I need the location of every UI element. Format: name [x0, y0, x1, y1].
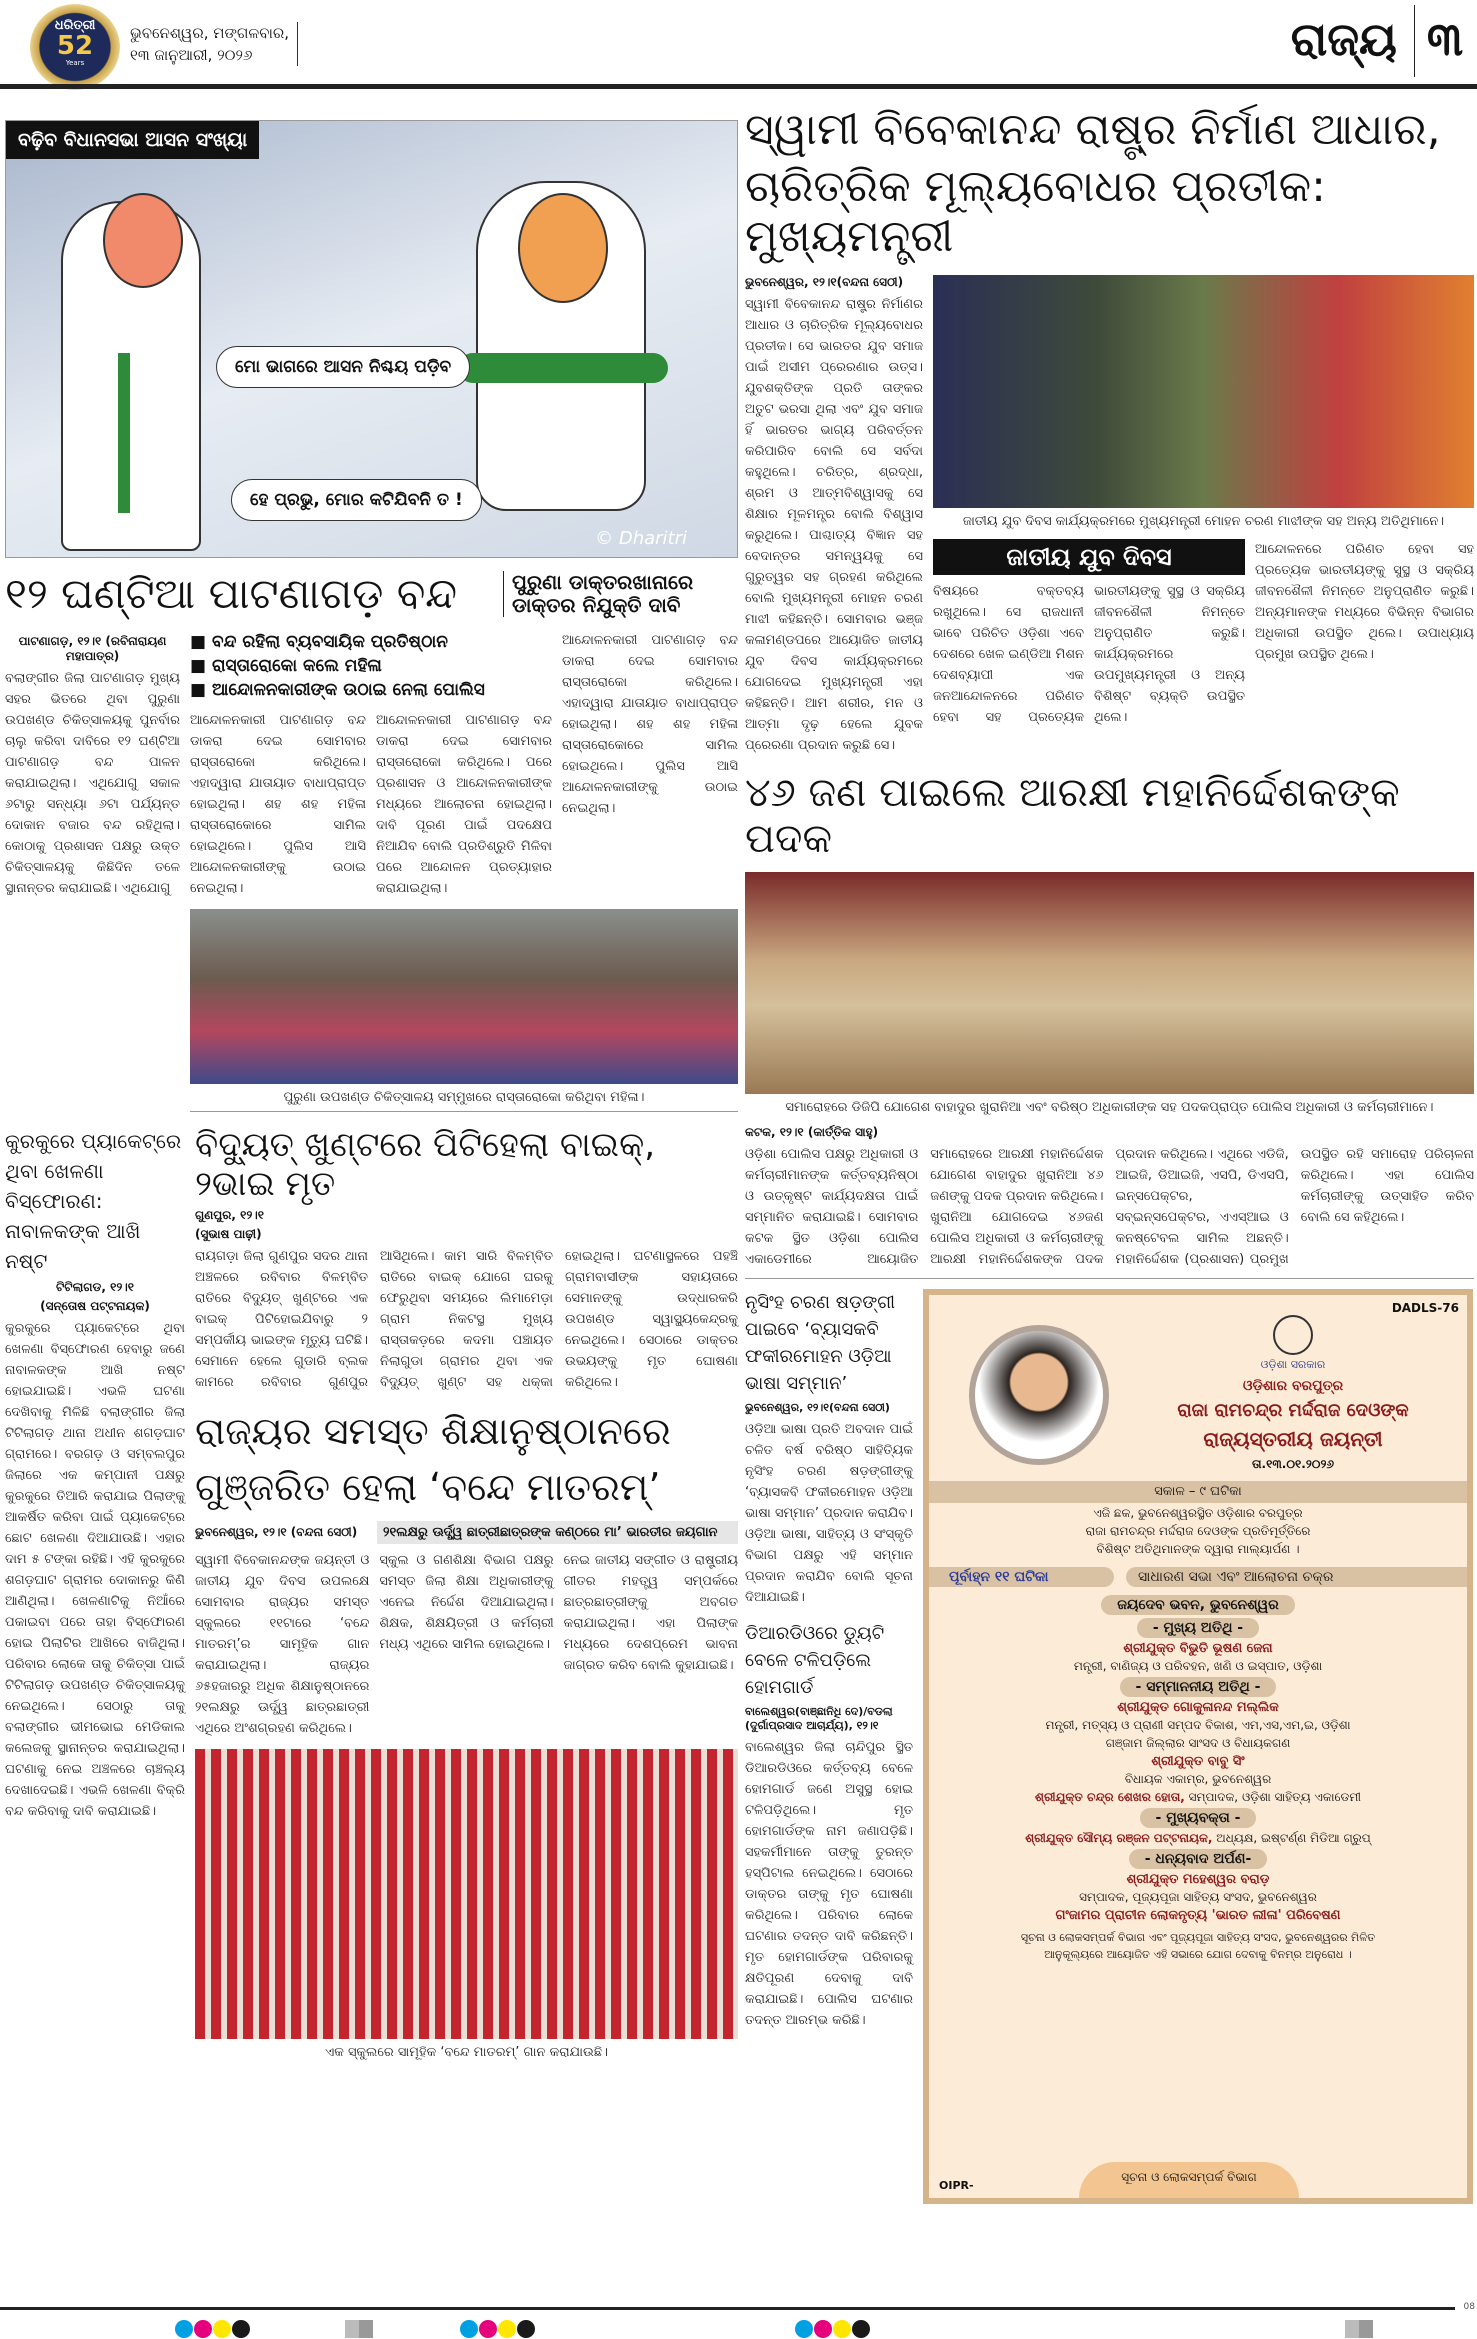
short-stories: [745, 1289, 913, 2031]
kurkure-body: କୁରକୁରେ ପ୍ୟାକେଟ୍‌ରେ ଥିବା ଖେଳଣା ବିସ୍ଫୋରଣ ହେବାରୁ ଜଣେ ନାବାଳକଙ୍କ ଆଖି ନଷ୍ଟ ହୋଇଯାଇଛି। ଏଭଳି ଘଟଣା ଦେଖିବାକୁ ମିଳିଛି ବଲାଙ୍ଗୀର ଜିଲା ଟିଟିଲାଗଡ଼ ଥାନା ଅଧୀନ ଶଗଡ଼ଘାଟ ଗ୍ରାମରେ। ବରଗଡ଼ ଓ ସମ୍ବଲପୁର ଜିଲାରେ ଏକ କମ୍ପାନୀ ପକ୍ଷରୁ କୁରକୁରେ ତିଆରି କରାଯାଇ ପିଲାଙ୍କୁ ଆକର୍ଷିତ କରିବା ପାଇଁ ପ୍ୟାକେଟ୍‌ରେ ଛୋଟ ଖେଳଣା ଦିଆଯାଉଛି। ଏହାର ଦାମ ୫ ଟଙ୍କା ରହିଛି। ଏହି କୁରକୁରେ ଶଗଡ଼ଘାଟ ଗ୍ରାମର ଦୋକାନରୁ କିଣି ଆଣିଥିଲା। ଖେଳଣାଟିକୁ ନିଆଁରେ ପକାଇବା ପରେ ତାହା ବିସ୍ଫୋରଣ ହୋଇ ପିଲାଟିର ଆଖିରେ ବାଜିଥିଲା। ପରିବାର ଲୋକେ ତାକୁ ଚିକିତ୍ସା ପାଇଁ ଟିଟିଲାଗଡ଼ ଉପଖଣ୍ଡ ଚିକିତ୍ସାଳୟକୁ ନେଇଥିଲେ। ସେଠାରୁ ତାକୁ ବଲାଙ୍ଗୀର ଭୀମଭୋଇ ମେଡିକାଲ କଲେଜକୁ ସ୍ଥାନାନ୍ତର କରାଯାଇଥିଲା। ଘଟଣାକୁ ନେଇ ଅଞ୍ଚଳରେ ଚାଞ୍ଚଲ୍ୟ ଦେଖାଦେଇଛି। ଏଭଳି ଖେଳଣା ବିକ୍ରି ବନ୍ଦ କରିବାକୁ ଦାବି କରାଯାଇଛି।: [5, 1321, 185, 1820]
ad-thanks-label-wrap: [937, 1849, 1459, 1869]
bandh-bullets-area: [190, 630, 552, 899]
bandh-col1: [5, 630, 180, 899]
homeguard-headline: ଡିଆରଡିଓରେ ଡ୍ୟୁଟି ବେଳେ ଟଳିପଡ଼ିଲେ ହୋମଗାର୍ଡ: [745, 1622, 885, 1698]
header-rule: [0, 84, 1477, 89]
color-registration-dot: [194, 2320, 212, 2338]
vivekananda-col1: [745, 275, 923, 756]
ad-speaker-title: ଅଧ୍ୟକ୍ଷ, ଇଷ୍ଟର୍ଣ୍ଣ ମିଡିଆ ଗ୍ରୁପ୍: [1212, 1830, 1371, 1845]
color-registration-dot: [833, 2320, 851, 2338]
folio: 08: [1463, 2302, 1475, 2312]
bandh-photo: [190, 909, 738, 1084]
bullet-text: ବନ୍ଦ ରହିଲା ବ୍ୟବସାୟିକ ପ୍ରତିଷ୍ଠାନ: [211, 632, 449, 653]
bandh-right-top: [190, 630, 738, 899]
vande-meta: [195, 1521, 738, 1544]
ad-oipr: OIPR-: [939, 2178, 974, 2192]
ad-dance: ଗଂଜାମର ପ୍ରାଚୀନ ଲୋକନୃତ୍ୟ 'ଭାରତ ଲୀଳା' ପରିବେଷଣ: [1055, 1907, 1341, 1923]
color-registration-dot: [498, 2320, 516, 2338]
bandh-bullets: [190, 630, 552, 702]
ad-hon-label-wrap: [937, 1677, 1459, 1697]
kurkure-dateline: ଟିଟିଲାଗଡ, ୧୨।୧: [55, 1280, 134, 1295]
jayanti-advertisement: [923, 1289, 1473, 2204]
nrusingha-dateline: ଭୁବନେଶ୍ୱର, ୧୨।୧(ବନ୍ଦନା ସେଠୀ): [745, 1400, 890, 1414]
ad-guest-4: ଶ୍ରୀଯୁକ୍ତ ଚନ୍ଦ୍ର ଶେଖର ହୋତା,: [1035, 1789, 1185, 1804]
ad-code: DADLS-76: [1391, 1300, 1459, 1315]
ad-hon-guest-title: ମନ୍ତ୍ରୀ, ମତ୍ସ୍ୟ ଓ ପ୍ରାଣୀ ସମ୍ପଦ ବିକାଶ, ଏମ,ଏସ,ଏମ,ଇ, ଓଡ଼ିଶା: [1045, 1717, 1351, 1732]
bandh-body-col4: ଆନ୍ଦୋଳନକାରୀ ପାଟଣାଗଡ଼ ବନ୍ଦ ଡାକରା ଦେଇ ସୋମବାର ରାସ୍ତାରୋକୋ କରିଥିଲେ। ଏହାଦ୍ୱାରା ଯାତାୟାତ ବାଧାପ୍ରାପ୍ତ ହୋଇଥିଲା। ଶହ ଶହ ମହିଳା ରାସ୍ତାରୋକୋରେ ସାମିଲ ହୋଇଥିଲେ। ପୁଲିସ ଆସି ଆନ୍ଦୋଳନକାରୀଙ୍କୁ ଉଠାଇ ନେଇଥିଲା।: [562, 633, 738, 817]
bandh-body-col2: ଆନ୍ଦୋଳନକାରୀ ପାଟଣାଗଡ଼ ବନ୍ଦ ଡାକରା ଦେଇ ସୋମବାର ରାସ୍ତାରୋକୋ କରିଥିଲେ। ଏହାଦ୍ୱାରା ଯାତାୟାତ ବାଧାପ୍ରାପ୍ତ ହୋଇଥିଲା। ଶହ ଶହ ମହିଳା ରାସ୍ତାରୋକୋରେ ସାମିଲ ହୋଇଥିଲେ। ପୁଲିସ ଆସି ଆନ୍ଦୋଳନକାରୀଙ୍କୁ ଉଠାଇ ନେଇଥିଲା।: [190, 713, 366, 897]
ad-speaker-label: - ମୁଖ୍ୟବକ୍ତା -: [1140, 1808, 1257, 1828]
ad-guest-4-line: [937, 1790, 1459, 1805]
ad-guest-3-title: ବିଧାୟକ ଏକାମ୍ର, ଭୁବନେଶ୍ୱର: [1124, 1771, 1272, 1786]
divider: [745, 1278, 1474, 1279]
police-photo: [745, 872, 1474, 1094]
bike-byline: (ସୁଭାଷ ପାଢ଼ୀ): [195, 1227, 262, 1242]
ad-thanks-label: - ଧନ୍ୟବାଦ ଅର୍ପଣ-: [1129, 1849, 1268, 1869]
ad-morning-text-2: ରାଜା ରାମଚନ୍ଦ୍ର ମର୍ଦ୍ଦରାଜ ଦେଓଙ୍କ ପ୍ରତିମୂର୍ତ୍ତିରେ: [1085, 1523, 1311, 1538]
dateline-date: ୧୩ ଜାନୁଆରୀ, ୨୦୨୬: [130, 46, 253, 64]
vande-body-col3: ନେଇ ଜାତୀୟ ସଙ୍ଗୀତ ଓ ରାଷ୍ଟ୍ରୀୟ ଗୀତର ମହତ୍ତ୍ୱ ସମ୍ପର୍କରେ ଛାତ୍ରଛାତ୍ରୀଙ୍କୁ ଅବଗତ କରାଯାଇଥିଲା। ଏହା ପିଲାଙ୍କ ମଧ୍ୟରେ ଦେଶପ୍ରେମ ଭାବନା ଜାଗ୍ରତ କରିବ ବୋଲି କୁହାଯାଇଛି।: [563, 1553, 738, 1674]
ad-speaker-label-wrap: [937, 1808, 1459, 1828]
vande-body-col1: ସ୍ୱାମୀ ବିବେକାନନ୍ଦଙ୍କ ଜୟନ୍ତୀ ଓ ଜାତୀୟ ଯୁବ ଦିବସ ଉପଲକ୍ଷେ ସୋମବାର ରାଜ୍ୟର ସମସ୍ତ ସ୍କୁଲରେ ୧୧ଟାରେ ‘ବନ୍ଦେ ମାତରମ୍’ର ସାମୂହିକ ଗାନ କରାଯାଇଥିଲା। ରାଜ୍ୟର ୬୫ହଜାରରୁ ଅଧିକ ଶିକ୍ଷାନୁଷ୍ଠାନରେ ୨୧ଲକ୍ଷରୁ ଊର୍ଦ୍ଧ୍ୱ ଛାତ୍ରଛାତ୍ରୀ ଏଥିରେ ଅଂଶଗ୍ରହଣ କରିଥିଲେ।: [195, 1553, 370, 1737]
ad-thanks: ଶ୍ରୀଯୁକ୍ତ ମହେଶ୍ୱର ବରାଡ଼: [1126, 1871, 1270, 1887]
dateline-day: ଭୁବନେଶ୍ୱର, ମଙ୍ଗଳବାର,: [130, 24, 290, 42]
speech-bubble-2: ହେ ପ୍ରଭୁ, ମୋର କଟିଯିବନି ତ !: [231, 479, 482, 521]
ad-guest-3: ଶ୍ରୀଯୁକ୍ତ ବାବୁ ସିଂ: [1151, 1753, 1245, 1769]
vivekananda-right: [933, 275, 1474, 728]
cartoon: [5, 120, 738, 558]
vivekananda-body-col1: ସ୍ୱାମୀ ବିବେକାନନ୍ଦ ରାଷ୍ଟ୍ର ନିର୍ମାଣର ଆଧାର ଓ ଚାରିତ୍ରିକ ମୂଲ୍ୟବୋଧର ପ୍ରତୀକ। ସେ ଭାରତର ଯୁବ ସମାଜ ପାଇଁ ଅସୀମ ପ୍ରେରଣାର ଉତ୍ସ। ଯୁବଶକ୍ତିଙ୍କ ପ୍ରତି ତାଙ୍କର ଅତୁଟ ଭରସା ଥିଲା ଏବଂ ଯୁବ ସମାଜ ହିଁ ଭାରତର ଭାଗ୍ୟ ପରିବର୍ତ୍ତନ କରିପାରିବ ବୋଲି ସେ ସର୍ବଦା କହୁଥିଲେ। ଚରିତ୍ର, ଶ୍ରଦ୍ଧା, ଶ୍ରମ ଓ ଆତ୍ମବିଶ୍ୱାସକୁ ସେ ଶିକ୍ଷାର ମୂଳମନ୍ତ୍ର ବୋଲି ବିଶ୍ୱାସ କରୁଥିଲେ। ପାଶ୍ଚାତ୍ୟ ବିଜ୍ଞାନ ସହ ବେଦାନ୍ତର ସମନ୍ୱୟକୁ ସେ ଗୁରୁତ୍ୱର ସହ ଗ୍ରହଣ କରିଥିଲେ ବୋଲି ମୁଖ୍ୟମନ୍ତ୍ରୀ ମୋହନ ଚରଣ ମାଝୀ କହିଛନ୍ତି। ସୋମବାର ଭଞ୍ଜ କଳାମଣ୍ଡପରେ ଆୟୋଜିତ ଜାତୀୟ ଯୁବ ଦିବସ କାର୍ଯ୍ୟକ୍ରମରେ ଯୋଗଦେଇ ମୁଖ୍ୟମନ୍ତ୍ରୀ ଏହା କହିଛନ୍ତି। ଆମ ଶରୀର, ମନ ଓ ଆତ୍ମା ଦୃଢ଼ ହେଲେ ଯୁବକ ପ୍ରେରଣା ପ୍ରଦାନ କରୁଛି ସେ।: [745, 296, 923, 753]
bandh-body-col1: ବଲାଙ୍ଗୀର ଜିଲା ପାଟଣାଗଡ଼ ମୁଖ୍ୟ ସହର ଭିତରେ ଥିବା ପୁରୁଣା ଉପଖଣ୍ଡ ଚିକିତ୍ସାଳୟକୁ ପୁନର୍ବାର ଚାଲୁ କରିବା ଦାବିରେ ୧୨ ଘଣ୍ଟିଆ ପାଟଣାଗଡ଼ ବନ୍ଦ ପାଳନ କରାଯାଇଥିଲା। ଏଥିଯୋଗୁ ସକାଳ ୬ଟାରୁ ସନ୍ଧ୍ୟା ୬ଟା ପର୍ଯ୍ୟନ୍ତ ଦୋକାନ ବଜାର ବନ୍ଦ ରହିଥିଲା। କୋଠାକୁ ପ୍ରଶାସନ ପକ୍ଷରୁ ଉକ୍ତ ଚିକିତ୍ସାଳୟକୁ କିଛିଦିନ ତଳେ ସ୍ଥାନାନ୍ତର କରାଯାଇଛି। ଏଥିଯୋଗୁ: [5, 671, 180, 897]
right-column: [745, 105, 1474, 2204]
ad-mlas: ଗଞ୍ଜାମ ଜିଲ୍ଲାର ସାଂସଦ ଓ ବିଧାୟକଗଣ: [1105, 1735, 1291, 1750]
divider: [190, 1111, 738, 1112]
footer: [0, 2302, 1477, 2339]
ad-govt: ଓଡ଼ିଶା ସରକାର: [1260, 1357, 1326, 1371]
dateline: [130, 22, 298, 66]
youth-day-block: [933, 539, 1474, 728]
homeguard-dateline: ବାଲେଶ୍ୱର(ବାଞ୍ଛାନିଧି ଦେ)/ବଡଲା (ଦୁର୍ଗାପ୍ରସାଦ ଆଚାର୍ଯ୍ୟ), ୧୨।୧: [745, 1704, 893, 1732]
ad-morning-text-3: ବିଶିଷ୍ଟ ଅତିଥିମାନଙ୍କ ଦ୍ୱାରା ମାଲ୍ୟାର୍ପଣ ।: [1096, 1541, 1300, 1556]
nrusingha-body: ଓଡ଼ିଆ ଭାଷା ପ୍ରତି ଅବଦାନ ପାଇଁ ଚଳିତ ବର୍ଷ ବରିଷ୍ଠ ସାହିତ୍ୟିକ ନୃସିଂହ ଚରଣ ଷଡ଼ଙ୍ଗୀଙ୍କୁ ‘ବ୍ୟାସକବି ଫକୀରମୋହନ ଓଡ଼ିଆ ଭାଷା ସମ୍ମାନ’ ପ୍ରଦାନ କରାଯିବ। ଓଡ଼ିଆ ଭାଷା, ସାହିତ୍ୟ ଓ ସଂସ୍କୃତି ବିଭାଗ ପକ୍ଷରୁ ଏହି ସମ୍ମାନ ପ୍ରଦାନ କରାଯିବ ବୋଲି ସୂଚନା ଦିଆଯାଇଛି।: [745, 1421, 913, 1605]
bullet-item: ■ ରାସ୍ତାରୋକୋ କଲେ ମହିଳା: [190, 656, 382, 677]
vande-body-col2: ସ୍କୁଲ ଓ ଗଣଶିକ୍ଷା ବିଭାଗ ପକ୍ଷରୁ ସମସ୍ତ ଜିଲା ଶିକ୍ଷା ଅଧିକାରୀଙ୍କୁ ଏନେଇ ନିର୍ଦ୍ଦେଶ ଦିଆଯାଇଥିଲା। ଶିକ୍ଷକ, ଶିକ୍ଷୟିତ୍ରୀ ଓ କର୍ମଚାରୀ ମଧ୍ୟ ଏଥିରେ ସାମିଲ ହୋଇଥିଲେ।: [379, 1553, 554, 1653]
vande-headline: ରାଜ୍ୟର ସମସ୍ତ ଶିକ୍ଷାନୁଷ୍ଠାନରେ ଗୁଞ୍ଜରିତ ହେଲା ‘ବନ୍ଦେ ମାତରମ୍’: [195, 1409, 671, 1510]
bandh-body-col3: ଆନ୍ଦୋଳନକାରୀ ପାଟଣାଗଡ଼ ବନ୍ଦ ଡାକରା ଦେଇ ସୋମବାର ରାସ୍ତାରୋକୋ କରିଥିଲେ। ପରେ ପ୍ରଶାସନ ଓ ଆନ୍ଦୋଳନକାରୀଙ୍କ ମଧ୍ୟରେ ଆଲୋଚନା ହୋଇଥିଲା। ଦାବି ପୂରଣ ପାଇଁ ପଦକ୍ଷେପ ନିଆଯିବ ବୋଲି ପ୍ରତିଶ୍ରୁତି ମିଳିବା ପରେ ଆନ୍ଦୋଳନ ପ୍ରତ୍ୟାହାର କରାଯାଇଥିଲା।: [376, 713, 552, 897]
color-registration-dot: [213, 2320, 231, 2338]
ad-forenoon-row: [929, 1567, 1467, 1587]
cartoon-credit: © Dharitri: [595, 528, 687, 549]
ad-date: ତା.୧୩.୦୧.୨୦୨୬: [1251, 1456, 1335, 1471]
color-registration-dot: [795, 2320, 813, 2338]
ad-line-1: ଓଡ଼ିଶାର ବରପୁତ୍ର: [1242, 1377, 1344, 1394]
registration-mark: [1345, 2320, 1373, 2338]
left-column: [5, 120, 738, 2066]
masthead-logo: [30, 4, 120, 90]
ad-meeting: ସାଧାରଣ ସଭା ଏବଂ ଆଲୋଚନା ଚକ୍ର: [1126, 1567, 1467, 1587]
footer-rule: [0, 2307, 1455, 2310]
bullet-text: ଆନ୍ଦୋଳନକାରୀଙ୍କ ଉଠାଇ ନେଲା ପୋଲିସ: [211, 680, 485, 701]
ad-morning: ସକାଳ – ୯ ଘଟିକା: [929, 1481, 1467, 1503]
cartoon-character-right: [476, 181, 646, 511]
portrait-photo: [969, 1325, 1109, 1465]
homeguard-body: ବାଲେଶ୍ୱର ଜିଲା ଚାନ୍ଦିପୁର ସ୍ଥିତ ଡିଆରଡିଓରେ କର୍ତ୍ତବ୍ୟ ବେଳେ ହୋମଗାର୍ଡ ଜଣେ ଅସୁସ୍ଥ ହୋଇ ଟଳିପଡ଼ିଥିଲେ। ମୃତ ହୋମଗାର୍ଡଙ୍କ ନାମ ଜଣାପଡ଼ିଛି। ସହକର୍ମୀମାନେ ତାଙ୍କୁ ତୁରନ୍ତ ହସ୍ପିଟାଲ ନେଇଥିଲେ। ସେଠାରେ ଡାକ୍ତର ତାଙ୍କୁ ମୃତ ଘୋଷଣା କରିଥିଲେ। ପରିବାର ଲୋକେ ଘଟଣାର ତଦନ୍ତ ଦାବି କରିଛନ୍ତି। ମୃତ ହୋମଗାର୍ଡଙ୍କ ପରିବାରକୁ କ୍ଷତିପୂରଣ ଦେବାକୁ ଦାବି କରାଯାଇଛି। ପୋଲିସ ଘଟଣାର ତଦନ୍ତ ଆରମ୍ଭ କରିଛି।: [745, 1739, 913, 2028]
logo-text: ଧରିତ୍ରୀ: [54, 18, 96, 33]
ad-speaker-line: [937, 1831, 1459, 1846]
vivekananda-headline-2: ଚାରିତ୍ରିକ ମୂଲ୍ୟବୋଧର ପ୍ରତୀକ: ମୁଖ୍ୟମନ୍ତ୍ରୀ: [745, 160, 1326, 263]
cartoon-title: ବଢ଼ିବ ବିଧାନସଭା ଆସନ ସଂଖ୍ୟା: [6, 121, 259, 159]
bike-dateline: ଗୁଣପୁର, ୧୨।୧: [195, 1208, 264, 1223]
ad-morning-text-1: ଏଜି ଛକ, ଭୁବନେଶ୍ୱରସ୍ଥିତ ଓଡ଼ିଶାର ବରପୁତ୍ର: [1093, 1505, 1303, 1520]
odisha-emblem-icon: [1273, 1315, 1313, 1355]
registration-mark: [345, 2320, 373, 2338]
bandh-right: [190, 630, 738, 1112]
vande-photo: [195, 1749, 738, 2039]
kurkure-byline: (ସନ୍ତୋଷ ପଟ୍ଟନାୟକ): [40, 1299, 150, 1314]
color-registration-dot: [814, 2320, 832, 2338]
ad-invite-1: ସୂଚନା ଓ ଲୋକସମ୍ପର୍କ ବିଭାଗ ଏବଂ ପୂଜ୍ୟପୂଜା ସାହିତ୍ୟ ସଂସଦ, ଭୁବନେଶ୍ୱରର ମିଳିତ: [1020, 1930, 1376, 1944]
bullet-text: ରାସ୍ତାରୋକୋ କଲେ ମହିଳା: [211, 656, 382, 677]
bandh-headline-row: [5, 570, 738, 618]
ad-top: [929, 1315, 1467, 1475]
color-registration-dot: [460, 2320, 478, 2338]
ad-dept: ସୂଚନା ଓ ଲୋକସମ୍ପର୍କ ବିଭାଗ: [1079, 2162, 1299, 2198]
logo-years: 52: [56, 31, 94, 61]
bandh-caption: ପୁରୁଣା ଉପଖଣ୍ଡ ଚିକିତ୍ସାଳୟ ସମ୍ମୁଖରେ ରାସ୍ତାରୋକୋ କରିଥିବା ମହିଳା।: [283, 1090, 645, 1106]
police-body: ଓଡ଼ିଶା ପୋଲିସ ପକ୍ଷରୁ ଅଧିକାରୀ ଓ କର୍ମଚାରୀମାନଙ୍କ କର୍ତ୍ତବ୍ୟନିଷ୍ଠା ଓ ଉତ୍କୃଷ୍ଟ କାର୍ଯ୍ୟଦକ୍ଷତା ପାଇଁ ସମ୍ମାନିତ କରାଯାଇଛି। ସୋମବାର କଟକ ସ୍ଥିତ ଓଡ଼ିଶା ପୋଲିସ ଏକାଡେମୀରେ ଆୟୋଜିତ ସମାରୋହରେ ଆରକ୍ଷୀ ମହାନିର୍ଦ୍ଦେଶକ ଯୋଗେଶ ବାହାଦୁର ଖୁରାନିଆ ୪୬ ଜଣଙ୍କୁ ପଦକ ପ୍ରଦାନ କରିଥିଲେ। ଖୁରାନିଆ ଯୋଗଦେଇ ୪୬ଜଣ ପୋଲିସ ଅଧିକାରୀ ଓ କର୍ମଚାରୀଙ୍କୁ ଆରକ୍ଷୀ ମହାନିର୍ଦ୍ଦେଶକଙ୍କ ପଦକ ପ୍ରଦାନ କରିଥିଲେ। ଏଥିରେ ଏଡିଜି, ଆଇଜି, ଡିଆଇଜି, ଏସପି, ଡିଏସପି, ଇନ୍‌ସପେକ୍ଟର, ସବ୍‌ଇନ୍‌ସପେକ୍ଟର, ଏଏସ୍‌ଆଇ ଓ କନଷ୍ଟେବଲ ସାମିଲ ଅଛନ୍ତି। ମହାନିର୍ଦ୍ଦେଶକ (ପ୍ରଶାସନ) ପ୍ରମୁଖ ଉପସ୍ଥିତ ରହି ସମାରୋହ ପରିଚାଳନା କରିଥିଲେ। ଏହା ପୋଲିସ କର୍ମଚାରୀଙ୍କୁ ଉତ୍ସାହିତ କରିବ ବୋଲି ସେ କହିଥିଲେ।: [745, 1146, 1474, 1267]
lower-right: [745, 1289, 1474, 2204]
ad-venue-wrap: [937, 1595, 1459, 1615]
vivekananda-photo: [933, 275, 1474, 508]
lower-left: [5, 1126, 738, 2066]
ad-hon-guest: ଶ୍ରୀଯୁକ୍ତ ଗୋକୁଳାନନ୍ଦ ମଲ୍ଲିକ: [1117, 1699, 1279, 1715]
ad-forenoon: ପୂର୍ବାହ୍ନ ୧୧ ଘଟିକା: [929, 1567, 1114, 1587]
vivekananda-dateline: ଭୁବନେଶ୍ୱର, ୧୨।୧(ବନ୍ଦନା ସେଠୀ): [745, 274, 904, 289]
page-number: ୩: [1426, 12, 1463, 66]
bandh-story: [5, 630, 738, 1112]
section-name: ରାଜ୍ୟ: [1290, 12, 1397, 66]
bullet-item: ■ ଆନ୍ଦୋଳନକାରୀଙ୍କ ଉଠାଇ ନେଲା ପୋଲିସ: [190, 680, 485, 701]
ad-title-block: [1119, 1315, 1467, 1475]
bandh-headline: ୧୨ ଘଣ୍ଟିଆ ପାଟଣାଗଡ଼ ବନ୍ଦ: [5, 569, 458, 618]
speech-bubble-1: ମୋ ଭାଗରେ ଆସନ ନିଶ୍ଚୟ ପଡ଼ିବ: [216, 346, 470, 388]
bike-body: ରାୟଗଡ଼ା ଜିଲା ଗୁଣପୁର ସଦର ଥାନା ଅଞ୍ଚଳରେ ରବିବାର ବିଳମ୍ବିତ ରାତିରେ ବିଦ୍ୟୁତ୍ ଖୁଣ୍ଟରେ ଏକ ବାଇକ୍ ପିଟିହୋଇଯିବାରୁ ୨ ସମ୍ପର୍କୀୟ ଭାଇଙ୍କ ମୃତ୍ୟୁ ଘଟିଛି। ସେମାନେ ହେଲେ ଗୁଡାରି ବ୍ଲକ କାମରେ ରବିବାର ଗୁଣପୁର ଆସିଥିଲେ। କାମ ସାରି ବିଳମ୍ବିତ ରାତିରେ ବାଇକ୍ ଯୋଗେ ଘରକୁ ଫେରୁଥିବା ସମୟରେ ଲିମାମେଡ଼ା ଗ୍ରାମ ନିକଟସ୍ଥ ମୁଖ୍ୟ ରାସ୍ତାକଡ଼ରେ କଦମା ପଞ୍ଚାୟତ ନିଲାଗୁଡା ଗ୍ରାମର ଥିବା ଏକ ବିଦ୍ୟୁତ୍ ଖୁଣ୍ଟ ସହ ଧକ୍କା ହୋଇଥିଲା। ଘଟଣାସ୍ଥଳରେ ପହଞ୍ଚି ଗ୍ରାମବାସୀଙ୍କ ସହାୟତାରେ ସେମାନଙ୍କୁ ଉଦ୍ଧାରକରି ଉପଖଣ୍ଡ ସ୍ୱାସ୍ଥ୍ୟକେନ୍ଦ୍ରକୁ ନେଇଥିଲେ। ସେଠାରେ ଡାକ୍ତର ଉଭୟଙ୍କୁ ମୃତ ଘୋଷଣା କରିଥିଲେ।: [195, 1249, 738, 1391]
bandh-dateline: ପାଟଣାଗଡ଼, ୧୨।୧ (ରବିନାରାୟଣ ମହାପାତ୍ର): [18, 634, 167, 664]
color-registration-dot: [175, 2320, 193, 2338]
color-registration-dot: [232, 2320, 250, 2338]
ad-chief-guest: ଶ୍ରୀଯୁକ୍ତ ବିଭୁତି ଭୂଷଣ ଜେନା: [1123, 1640, 1273, 1656]
vande-body: [195, 1550, 738, 1739]
police-headline: ୪୬ ଜଣ ପାଇଲେ ଆରକ୍ଷୀ ମହାନିର୍ଦ୍ଦେଶକଙ୍କ ପଦକ: [745, 769, 1400, 862]
vande-dateline: ଭୁବନେଶ୍ୱର, ୧୨।୧ (ବନ୍ଦନା ସେଠୀ): [195, 1525, 358, 1540]
ad-chief-guest-title: ମନ୍ତ୍ରୀ, ବାଣିଜ୍ୟ ଓ ପରିବହନ, ଖଣି ଓ ଇସ୍ପାତ, ଓଡ଼ିଶା: [1073, 1658, 1323, 1673]
police-dateline: କଟକ, ୧୨।୧ (କାର୍ତ୍ତିକ ସାହୁ): [745, 1124, 879, 1139]
kurkure-headline: କୁରକୁରେ ପ୍ୟାକେଟ୍‌ରେ ଥିବା ଖେଳଣା ବିସ୍ଫୋରଣ: ନାବାଳକଙ୍କ ଆଖି ନଷ୍ଟ: [5, 1129, 182, 1274]
vande-caption: ଏକ ସ୍କୁଲରେ ସାମୂହିକ ‘ବନ୍ଦେ ମାତରମ୍’ ଗାନ କରାଯାଉଛି।: [325, 2045, 608, 2061]
nrusingha-headline: ନୃସିଂହ ଚରଣ ଷଡ଼ଙ୍ଗୀ ପାଇବେ ‘ବ୍ୟାସକବି ଫକୀରମୋହନ ଓଡ଼ିଆ ଭାଷା ସମ୍ମାନ’: [745, 1291, 896, 1394]
ad-invite-2: ଆନୁକୂଲ୍ୟରେ ଆୟୋଜିତ ଏହି ସଭାରେ ଯୋଗ ଦେବାକୁ ବିନମ୍ର ଅନୁରୋଧ ।: [1044, 1947, 1352, 1961]
ad-thanks-title: ସମ୍ପାଦକ, ପୂଜ୍ୟପୂଜା ସାହିତ୍ୟ ସଂସଦ, ଭୁବନେଶ୍ୱର: [1079, 1889, 1317, 1904]
vivekananda-story: [745, 275, 1474, 756]
bike-headline: ବିଦ୍ୟୁତ୍ ଖୁଣ୍ଟରେ ପିଟିହେଲା ବାଇକ୍, ୨ଭାଇ ମୃତ: [195, 1125, 656, 1205]
cartoon-character-left: [61, 201, 201, 551]
bandh-kicker: ପୁରୁଣା ଡାକ୍ତରଖାନାରେ ଡାକ୍ତର ନିଯୁକ୍ତି ଦାବି: [503, 571, 738, 617]
ad-speaker: ଶ୍ରୀଯୁକ୍ତ ସୌମ୍ୟ ରଞ୍ଜନ ପଟ୍ଟନାୟକ,: [1025, 1830, 1213, 1845]
vivekananda-body-col3: ଆନ୍ଦୋଳନରେ ପରିଣତ ହେବା ସହ ପ୍ରତ୍ୟେକ ଭାରତୀୟଙ୍କୁ ସୁସ୍ଥ ଓ ସକ୍ରିୟ ଜୀବନଶୈଳୀ ନିମନ୍ତେ ଅନୁପ୍ରାଣିତ କରୁଛି। ଅନ୍ୟମାନଙ୍କ ମଧ୍ୟରେ ବିଭିନ୍ନ ବିଭାଗର ଅଧିକାରୀ ଉପସ୍ଥିତ ଥିଲେ। ଉପାଧ୍ୟାୟ ପ୍ରମୁଖ ଉପସ୍ଥିତ ଥିଲେ।: [1255, 541, 1474, 662]
kurkure-story: [5, 1126, 185, 1822]
ad-chief-label-wrap: [937, 1618, 1459, 1638]
vande-subhead: ୨୧ଲକ୍ଷରୁ ଊର୍ଦ୍ଧ୍ୱ ଛାତ୍ରୀଛାତ୍ରଙ୍କ କଣ୍ଠରେ ମା’ ଭାରତୀର ଜୟଗାନ: [377, 1521, 738, 1544]
ad-line-2: ରାଜା ରାମଚନ୍ଦ୍ର ମର୍ଦ୍ଦରାଜ ଦେଓଙ୍କ: [1177, 1399, 1409, 1421]
ad-line-3: ରାଜ୍ୟସ୍ତରୀୟ ଜୟନ୍ତୀ: [1203, 1426, 1383, 1451]
police-caption: ସମାରୋହରେ ଡିଜିପି ଯୋଗେଶ ବାହାଦୁର ଖୁରାନିଆ ଏବଂ ବରିଷ୍ଠ ଅଧିକାରୀଙ୍କ ସହ ପଦକପ୍ରାପ୍ତ ପୋଲିସ ଅଧିକାରୀ ଓ କର୍ମଚାରୀମାନେ।: [785, 1099, 1434, 1115]
color-registration-dot: [517, 2320, 535, 2338]
bullet-item: ■ ବନ୍ଦ ରହିଲା ବ୍ୟବସାୟିକ ପ୍ରତିଷ୍ଠାନ: [190, 632, 449, 653]
ad-venue: ଜୟଦେବ ଭବନ, ଭୁବନେଶ୍ୱର: [1101, 1595, 1295, 1615]
section-divider: [1414, 5, 1416, 77]
logo-years-label: Years: [65, 59, 85, 67]
youth-day-banner: ଜାତୀୟ ଯୁବ ଦିବସ: [933, 539, 1245, 575]
ad-chief-guest-label: - ମୁଖ୍ୟ ଅତିଥି -: [1137, 1618, 1259, 1638]
color-registration-dot: [479, 2320, 497, 2338]
bandh-body-cols: [190, 710, 552, 899]
lower-left-main: [195, 1126, 738, 2066]
color-registration-dot: [852, 2320, 870, 2338]
vivekananda-caption: ଜାତୀୟ ଯୁବ ଦିବସ କାର୍ଯ୍ୟକ୍ରମରେ ମୁଖ୍ୟମନ୍ତ୍ରୀ ମୋହନ ଚରଣ ମାଝୀଙ୍କ ସହ ଅନ୍ୟ ଅତିଥିମାନେ।: [962, 513, 1445, 529]
vivekananda-body-col2: ବିଷୟରେ ବକ୍ତବ୍ୟ ରଖୁଥିଲେ। ସେ ରାଜଧାନୀ ଭାବେ ପରିଚିତ ଓଡ଼ିଶା ଏବେ ଦେଶରେ ଖେଳ ଇଣ୍ଡିଆ ମିଶନ ଦେଶବ୍ୟାପୀ ଏକ ଜନଆନ୍ଦୋଳନରେ ପରିଣତ ହେବା ସହ ପ୍ରତ୍ୟେକ ଭାରତୀୟଙ୍କୁ ସୁସ୍ଥ ଓ ସକ୍ରିୟ ଜୀବନଶୈଳୀ ନିମନ୍ତେ ଅନୁପ୍ରାଣିତ କରୁଛି। କାର୍ଯ୍ୟକ୍ରମରେ ଉପମୁଖ୍ୟମନ୍ତ୍ରୀ ଓ ଅନ୍ୟ ବିଶିଷ୍ଟ ବ୍ୟକ୍ତି ଉପସ୍ଥିତ ଥିଲେ।: [933, 583, 1245, 725]
youth-day-left: [933, 539, 1245, 728]
ad-guest-4-title: ସମ୍ପାଦକ, ଓଡ଼ିଶା ସାହିତ୍ୟ ଏକାଡେମୀ: [1184, 1789, 1361, 1804]
vivekananda-headline-1: ସ୍ୱାମୀ ବିବେକାନନ୍ଦ ରାଷ୍ଟ୍ର ନିର୍ମାଣ ଆଧାର,: [745, 104, 1441, 155]
ad-hon-guest-label: - ସମ୍ମାନନୀୟ ଅତିଥି -: [1120, 1677, 1277, 1697]
